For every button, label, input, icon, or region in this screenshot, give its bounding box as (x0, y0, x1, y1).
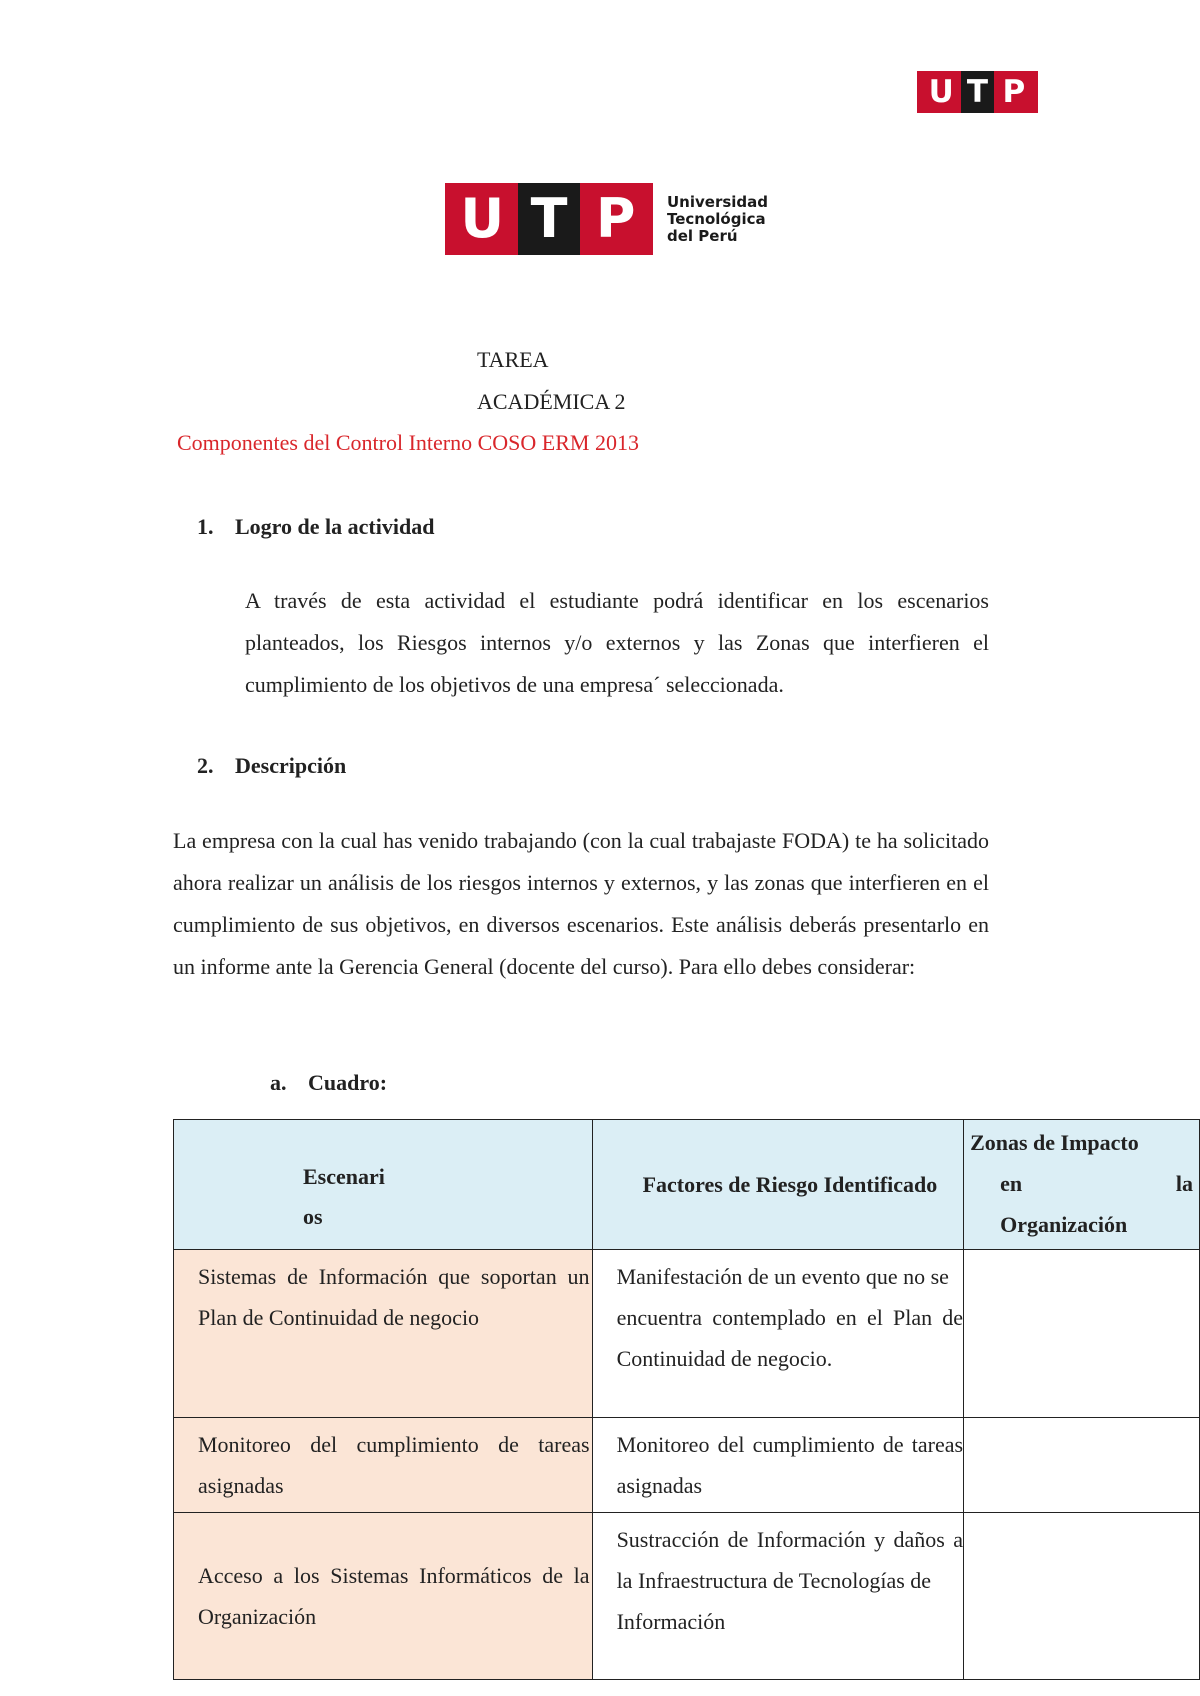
section1-number: 1. (197, 514, 214, 539)
row3-factor (592, 1513, 964, 1680)
table-row (174, 1418, 1200, 1513)
utp-logo-small (917, 71, 1038, 113)
section2-number: 2. (197, 753, 214, 778)
row1-factor (592, 1250, 964, 1418)
table-row (174, 1250, 1200, 1418)
logo-main-letter-t: T (518, 183, 580, 255)
subsection-a-heading (270, 1070, 387, 1096)
row2-zona (964, 1418, 1200, 1513)
header-zonas-line3 (1000, 1204, 1193, 1245)
utp-logo-mark (445, 183, 653, 255)
row3-escenario: Acceso a los Sistemas Informáticos de la Organización (174, 1513, 593, 1680)
header-escenarios-part2: os (303, 1203, 323, 1229)
row2-factor (592, 1418, 964, 1513)
row2-escenario: Monitoreo del cumplimiento de tareas asignadas (174, 1418, 593, 1513)
university-name (667, 194, 768, 245)
header-zonas (964, 1120, 1200, 1250)
university-name-line2: Tecnológica (667, 209, 766, 228)
header-zonas-line3-text: Organización (1000, 1212, 1128, 1237)
table-header-row (174, 1120, 1200, 1250)
row1-factor-line1: Manifestación de un evento que no se (616, 1264, 949, 1289)
section2-title: Descripción (235, 753, 347, 778)
logo-letter-t: T (961, 71, 994, 113)
row3-zona (964, 1513, 1200, 1680)
header-zonas-line2 (1000, 1163, 1193, 1204)
doc-title-line1: TAREA (477, 347, 549, 372)
risk-table (173, 1119, 1200, 1680)
subsection-a-title: Cuadro: (308, 1070, 388, 1095)
doc-subtitle: Componentes del Control Interno COSO ERM 2013 (177, 430, 639, 455)
header-zonas-line1-text: Zonas de Impacto (970, 1130, 1139, 1155)
section1-heading (197, 514, 434, 540)
header-escenarios-part1: Escenari (303, 1163, 385, 1189)
section1-title: Logro de la actividad (235, 514, 435, 539)
header-zonas-la: la (1175, 1171, 1193, 1196)
logo-main-letter-p: P (595, 187, 636, 250)
section2-heading (197, 753, 346, 779)
row3-factor-line1: Sustracción de Información y daños a la Infraestructura de Tecnologías de (616, 1527, 964, 1593)
university-name-line3: del Perú (667, 226, 738, 245)
doc-title-line2: ACADÉMICA 2 (477, 389, 626, 414)
logo-letter-u: U (928, 74, 954, 110)
row1-escenario: Sistemas de Información que soportan un Plan de Continuidad de negocio (174, 1250, 593, 1418)
header-escenarios (174, 1120, 593, 1250)
row2-factor-line1: Monitoreo del cumplimiento de tareas asignadas (616, 1432, 964, 1498)
university-name-line1: Universidad (667, 192, 769, 211)
utp-logo-main (445, 183, 768, 255)
row1-zona (964, 1250, 1200, 1418)
logo-main-letter-u: U (460, 187, 505, 250)
header-zonas-en: en (1000, 1171, 1023, 1196)
row3-factor-line2: Información (616, 1609, 726, 1634)
table-row (174, 1513, 1200, 1680)
section2-paragraph: La empresa con la cual has venido trabajando (con la cual trabajaste FODA) te ha solicitado ahora realizar un análisis de los riesgos internos y externos, y las zonas que interfieren en el cumplimiento de sus objetivos, en diversos escenarios. Este análisis deberás presentarlo en un informe ante la Gerencia General (docente del curso). Para ello debes considerar: (173, 828, 989, 979)
section1-paragraph: A través de esta actividad el estudiante podrá identificar en los escenarios planteados, los Riesgos internos y/o externos y las Zonas que interfieren el cumplimiento de los objetivos de una empresa´ seleccionada. (245, 588, 989, 697)
logo-letter-p: P (1002, 74, 1026, 110)
row1-factor-line2: encuentra contemplado en el Plan de Continuidad de negocio. (616, 1305, 964, 1371)
subsection-a-letter: a. (270, 1070, 287, 1095)
header-factores: Factores de Riesgo Identificado (592, 1120, 964, 1250)
header-zonas-line1 (970, 1122, 1193, 1163)
